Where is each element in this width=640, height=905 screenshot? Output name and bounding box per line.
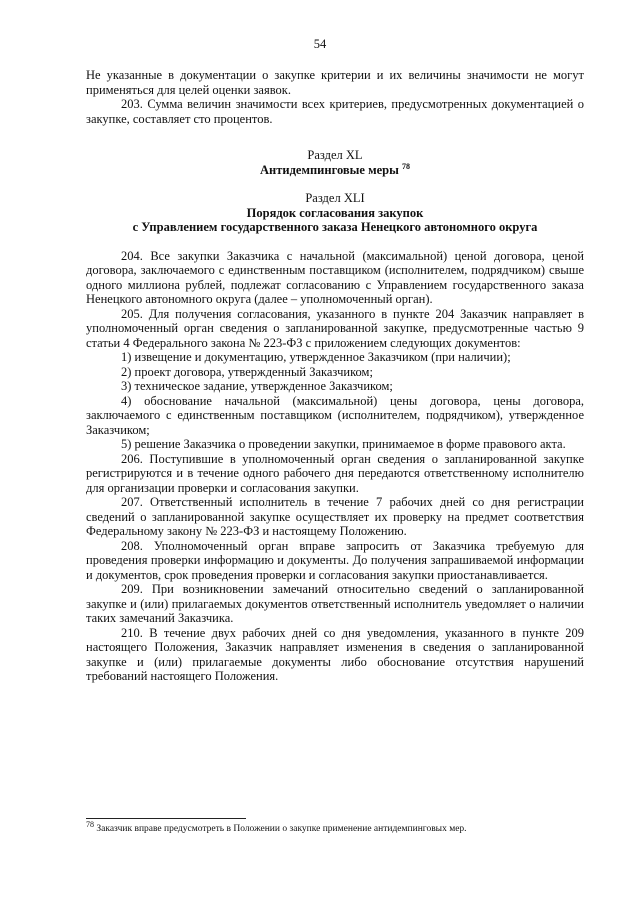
section-xl-label: Раздел XL	[307, 148, 363, 162]
footnote-text: Заказчик вправе предусмотреть в Положении о закупке применение антидемпинговых мер.	[94, 824, 467, 834]
list-item: 2) проект договора, утвержденный Заказчиком;	[121, 364, 373, 379]
paragraph-203: 203. Сумма величин значимости всех критериев, предусмотренных документацией о закупке, составляет сто процентов.	[86, 97, 584, 126]
section-xli-title-line2: с Управлением государственного заказа Ненецкого автономного округа	[132, 220, 538, 234]
list-item: 4) обоснование начальной (максимальной) цены договора, цены договора, заключаемого с единственным поставщиком (исполнителем, подрядчиком), утвержденное Заказчиком;	[86, 393, 584, 437]
paragraph-209: 209. При возникновении замечаний относительно сведений о запланированной закупке и (или) прилагаемых документов ответственный исполнитель уведомляет о наличии таких замечаний Заказчика.	[86, 582, 584, 625]
paragraph-205: 205. Для получения согласования, указанного в пункте 204 Заказчик направляет в уполномоченный орган сведения о запланированной закупке, предусмотренные частью 9 статьи 4 Федерального закона № 223-ФЗ с приложением следующих документов:	[86, 306, 584, 350]
footnote	[86, 819, 584, 835]
page-number: 54	[313, 37, 327, 51]
list-item: 1) извещение и документацию, утвержденное Заказчиком (при наличии);	[121, 350, 511, 364]
footnote-divider	[86, 818, 246, 819]
document-body	[86, 68, 584, 684]
footnote-ref: 78	[401, 161, 410, 171]
paragraph-204: 204. Все закупки Заказчика с начальной (максимальной) ценой договора, ценой договора, заключаемого с единственным поставщиком (исполнителем, подрядчиком) свыше одного миллиона рублей, подлежат согласованию с Управлением государственного заказа Ненецкого автономного округа (далее – уполномоченный орган).	[86, 248, 584, 306]
paragraph-208: 208. Уполномоченный орган вправе запросить от Заказчика требуемую для проведения проверки информацию и документы. До получения запрашиваемой информации и документов, срок проведения проверки и согласования закупки приостанавливается.	[86, 538, 584, 582]
section-xli-title-line1: Порядок согласования закупок	[246, 205, 424, 220]
list-item: 5) решение Заказчика о проведении закупки, принимаемое в форме правового акта.	[121, 437, 566, 451]
section-xl-title: Антидемпинговые меры	[260, 162, 399, 177]
paragraph-206: 206. Поступившие в уполномоченный орган сведения о запланированной закупке регистрируются и в течение одного рабочего дня передаются ответственному исполнителю для организации проверки и согласования закупки.	[86, 451, 584, 495]
footnote-number: 78	[86, 819, 94, 829]
paragraph-207: 207. Ответственный исполнитель в течение 7 рабочих дней со дня регистрации сведений о запланированной закупке осуществляет их проверку на предмет соответствия Федеральному закону № 223-ФЗ и настоящему Положению.	[86, 495, 584, 538]
paragraph-210: 210. В течение двух рабочих дней со дня уведомления, указанного в пункте 209 настоящего Положения, Заказчик направляет изменения в сведения о запланированной закупке и (или) прилагаемые документы либо обоснование отсутствия нарушений требований настоящего Положения.	[86, 625, 584, 683]
list-item: 3) техническое задание, утвержденное Заказчиком;	[121, 379, 393, 393]
section-xl-heading	[86, 163, 584, 178]
section-xli-label: Раздел XLI	[305, 191, 365, 205]
paragraph-intro: Не указанные в документации о закупке критерии и их величины значимости не могут применяться для целей оценки заявок.	[86, 68, 584, 97]
